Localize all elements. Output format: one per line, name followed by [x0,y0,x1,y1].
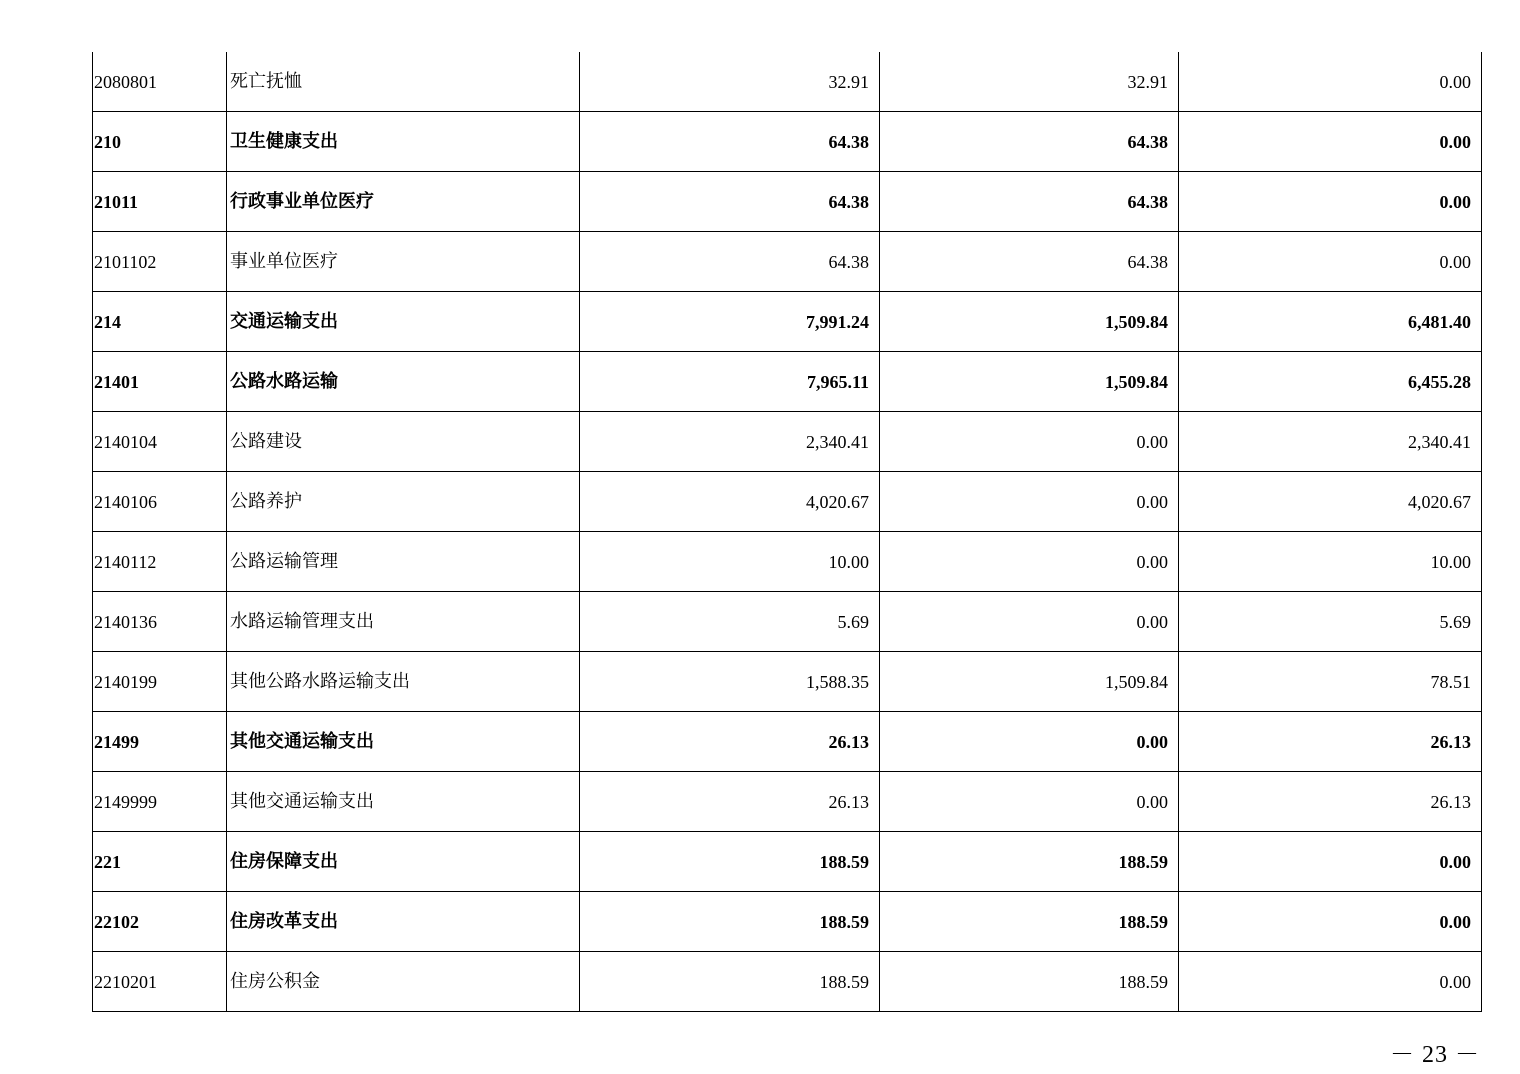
table-row [93,532,1482,592]
row-basic: 1,509.84 [880,292,1179,352]
row-project: 10.00 [1179,532,1482,592]
row-basic: 0.00 [880,532,1179,592]
table-row [93,292,1482,352]
row-project: 0.00 [1179,172,1482,232]
row-project: 26.13 [1179,712,1482,772]
row-basic: 188.59 [880,952,1179,1012]
row-name: 水路运输管理支出 [227,592,580,652]
row-code: 22102 [93,892,227,952]
row-project: 2,340.41 [1179,412,1482,472]
row-total: 10.00 [580,532,880,592]
row-project: 26.13 [1179,772,1482,832]
row-code: 221 [93,832,227,892]
row-project: 5.69 [1179,592,1482,652]
budget-table [92,52,1482,1012]
row-total: 1,588.35 [580,652,880,712]
row-name: 公路水路运输 [227,352,580,412]
table-row [93,52,1482,112]
row-total: 188.59 [580,952,880,1012]
row-total: 7,965.11 [580,352,880,412]
table-row [93,172,1482,232]
row-basic: 0.00 [880,412,1179,472]
row-code: 2140104 [93,412,227,472]
row-code: 21401 [93,352,227,412]
budget-table-body [93,52,1482,1012]
row-total: 5.69 [580,592,880,652]
row-basic: 1,509.84 [880,352,1179,412]
page-number: － 23 － [1390,1042,1480,1068]
row-name: 事业单位医疗 [227,232,580,292]
row-basic: 188.59 [880,832,1179,892]
row-basic: 0.00 [880,592,1179,652]
row-total: 64.38 [580,232,880,292]
table-row [93,772,1482,832]
row-name: 交通运输支出 [227,292,580,352]
row-name: 卫生健康支出 [227,112,580,172]
row-project: 4,020.67 [1179,472,1482,532]
row-basic: 188.59 [880,892,1179,952]
row-total: 26.13 [580,772,880,832]
row-name: 公路运输管理 [227,532,580,592]
row-code: 2149999 [93,772,227,832]
row-code: 2140112 [93,532,227,592]
row-basic: 0.00 [880,472,1179,532]
table-row [93,652,1482,712]
row-code: 2101102 [93,232,227,292]
row-basic: 1,509.84 [880,652,1179,712]
row-code: 2210201 [93,952,227,1012]
row-code: 2140106 [93,472,227,532]
row-basic: 64.38 [880,172,1179,232]
table-row [93,712,1482,772]
row-name: 住房公积金 [227,952,580,1012]
table-row [93,832,1482,892]
row-name: 行政事业单位医疗 [227,172,580,232]
row-name: 其他公路水路运输支出 [227,652,580,712]
row-project: 0.00 [1179,232,1482,292]
row-total: 64.38 [580,112,880,172]
table-row [93,472,1482,532]
row-project: 0.00 [1179,52,1482,112]
row-name: 住房保障支出 [227,832,580,892]
row-code: 214 [93,292,227,352]
row-total: 7,991.24 [580,292,880,352]
row-total: 188.59 [580,892,880,952]
row-basic: 32.91 [880,52,1179,112]
table-row [93,352,1482,412]
row-basic: 64.38 [880,232,1179,292]
row-project: 0.00 [1179,112,1482,172]
row-project: 0.00 [1179,832,1482,892]
row-total: 4,020.67 [580,472,880,532]
row-basic: 0.00 [880,712,1179,772]
row-code: 21011 [93,172,227,232]
row-total: 2,340.41 [580,412,880,472]
table-row [93,592,1482,652]
row-name: 其他交通运输支出 [227,772,580,832]
row-basic: 64.38 [880,112,1179,172]
row-basic: 0.00 [880,772,1179,832]
row-total: 188.59 [580,832,880,892]
row-code: 2080801 [93,52,227,112]
row-project: 6,455.28 [1179,352,1482,412]
row-code: 21499 [93,712,227,772]
row-name: 公路建设 [227,412,580,472]
row-project: 0.00 [1179,892,1482,952]
row-code: 210 [93,112,227,172]
row-code: 2140136 [93,592,227,652]
row-total: 26.13 [580,712,880,772]
row-project: 78.51 [1179,652,1482,712]
row-name: 死亡抚恤 [227,52,580,112]
row-project: 0.00 [1179,952,1482,1012]
row-name: 其他交通运输支出 [227,712,580,772]
table-row [93,412,1482,472]
row-total: 32.91 [580,52,880,112]
row-code: 2140199 [93,652,227,712]
table-row [93,952,1482,1012]
table-row [93,892,1482,952]
row-name: 公路养护 [227,472,580,532]
row-total: 64.38 [580,172,880,232]
row-project: 6,481.40 [1179,292,1482,352]
table-row [93,232,1482,292]
table-row [93,112,1482,172]
row-name: 住房改革支出 [227,892,580,952]
